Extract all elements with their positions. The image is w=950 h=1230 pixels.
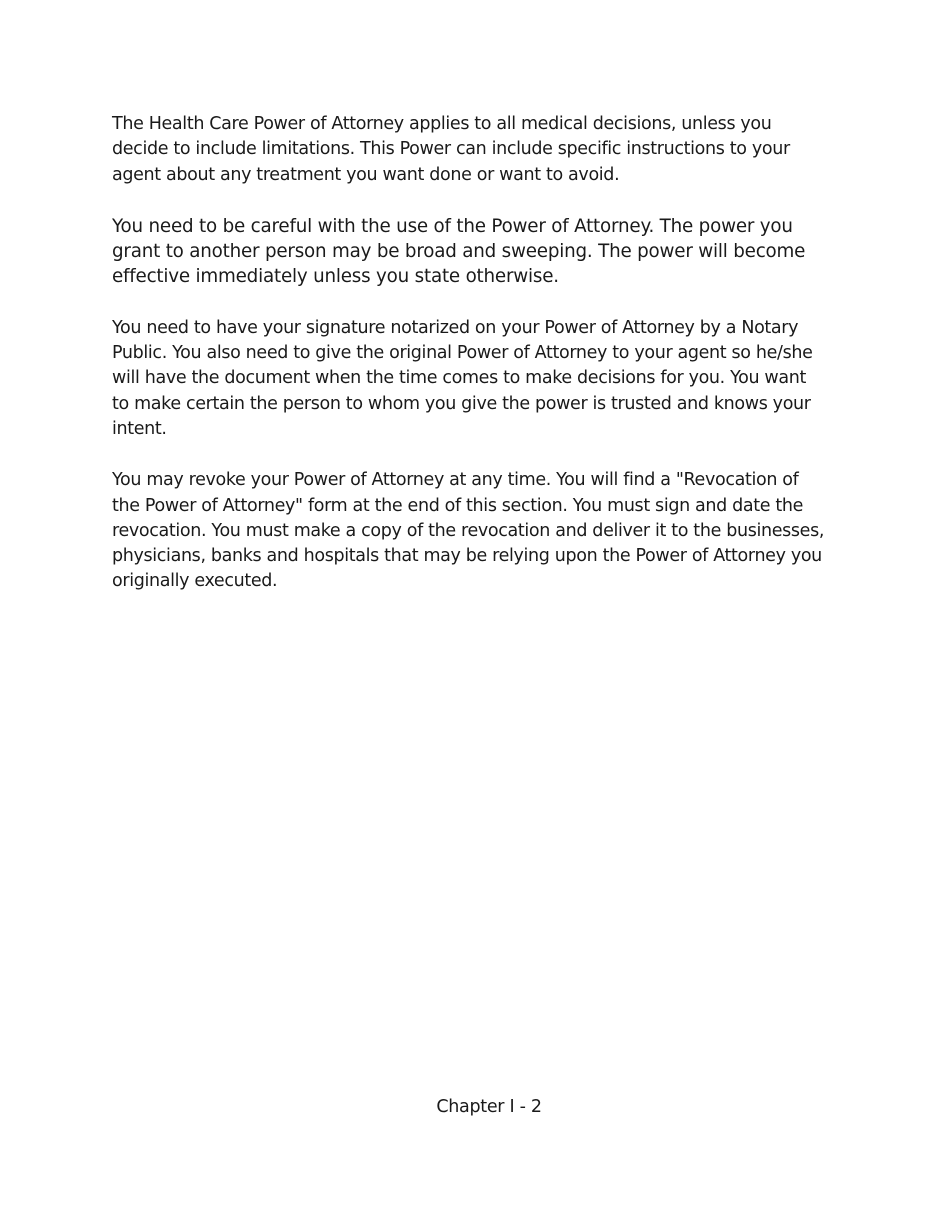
page-footer: Chapter I - 2 — [436, 1097, 542, 1117]
paragraph-caution: You need to be careful with the use of the Power of Attorney. The power you grant to another person may be broad and sweeping. The power will become effective immediately unless you state otherwise. — [112, 215, 806, 288]
paragraph-revocation: You may revoke your Power of Attorney at any time. You will find a "Revocation of the Power of Attorney" form at the end of this section. You must sign and date the revocation. You must make a copy of the revocation and deliver it to the businesses, physicians, banks and hospitals that may be relying upon the Power of Attorney you originally executed. — [112, 470, 825, 592]
document-body — [112, 112, 828, 621]
paragraph-notarization: You need to have your signature notarized on your Power of Attorney by a Notary Public. You also need to give the original Power of Attorney to your agent so he/she will have the document when the time comes to make decisions for you. You want to make certain the person to whom you give the power is trusted and knows your intent. — [112, 317, 813, 439]
paragraph-health-care-scope: The Health Care Power of Attorney applies to all medical decisions, unless you decide to include limitations. This Power can include specific instructions to your agent about any treatment you want done or want to avoid. — [112, 114, 790, 185]
